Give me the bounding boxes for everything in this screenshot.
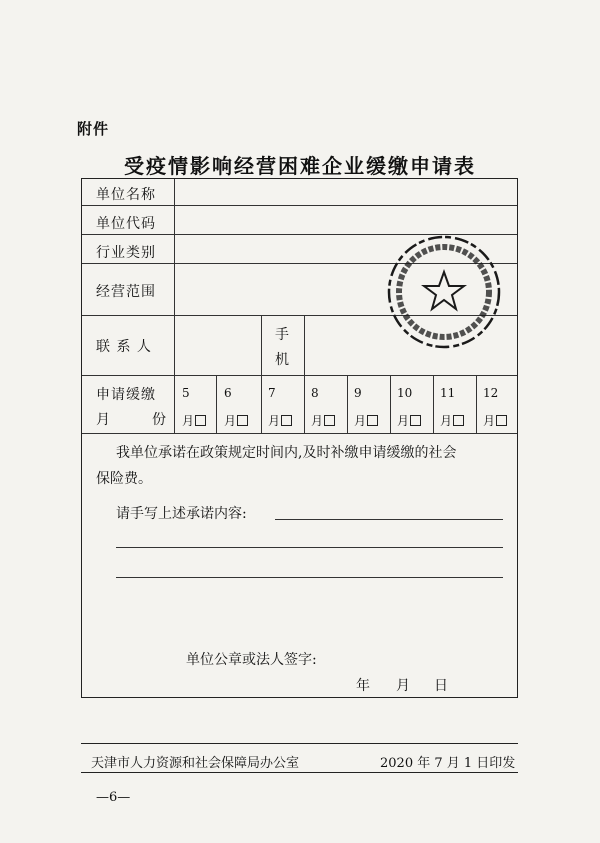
month-number: 9 [354, 386, 362, 400]
month-checkbox[interactable]: 月 [440, 412, 464, 429]
month-checkbox[interactable]: 月 [268, 412, 292, 429]
months-label-2b: 份 [152, 412, 167, 428]
month-number: 6 [224, 386, 232, 400]
date-year: 年 [356, 678, 370, 694]
month-checkbox[interactable]: 月 [483, 412, 507, 429]
month-checkbox[interactable]: 月 [354, 412, 378, 429]
industry-label: 行业类别 [96, 245, 156, 261]
seal-signature-label: 单位公章或法人签字: [186, 652, 317, 668]
star-seal-icon [384, 232, 504, 352]
month-checkbox[interactable]: 月 [311, 412, 335, 429]
commitment-line-2: 保险费。 [96, 471, 152, 487]
month-checkbox[interactable]: 月 [397, 412, 421, 429]
month-number: 12 [483, 386, 499, 400]
month-number: 10 [397, 386, 413, 400]
issue-date: 2020 年 7 月 1 日印发 [380, 756, 516, 771]
handwrite-line[interactable] [275, 519, 503, 520]
months-label-1: 申请缓缴 [96, 387, 156, 403]
handwrite-line[interactable] [116, 577, 503, 578]
mobile-label-2: 机 [275, 352, 290, 368]
issuer-name: 天津市人力资源和社会保障局办公室 [91, 756, 300, 771]
unit-name-label: 单位名称 [96, 187, 156, 203]
date-month: 月 [396, 678, 410, 694]
month-number: 11 [440, 386, 456, 400]
month-checkbox[interactable]: 月 [224, 412, 248, 429]
month-checkbox[interactable]: 月 [182, 412, 206, 429]
month-number: 5 [182, 386, 190, 400]
form-title: 受疫情影响经营困难企业缓缴申请表 [124, 154, 476, 178]
unit-code-label: 单位代码 [96, 216, 156, 232]
page-number: —6— [96, 790, 131, 805]
months-label-2a: 月 [96, 412, 111, 428]
handwrite-line[interactable] [116, 547, 503, 548]
mobile-label-1: 手 [275, 327, 290, 343]
contact-label: 联 系 人 [96, 339, 152, 355]
month-number: 7 [268, 386, 276, 400]
date-day: 日 [434, 678, 448, 694]
commitment-line-1: 我单位承诺在政策规定时间内,及时补缴申请缓缴的社会 [116, 445, 457, 461]
handwrite-prompt: 请手写上述承诺内容: [116, 506, 247, 522]
month-number: 8 [311, 386, 319, 400]
scope-label: 经营范围 [96, 284, 156, 300]
attachment-label: 附件 [77, 120, 110, 138]
